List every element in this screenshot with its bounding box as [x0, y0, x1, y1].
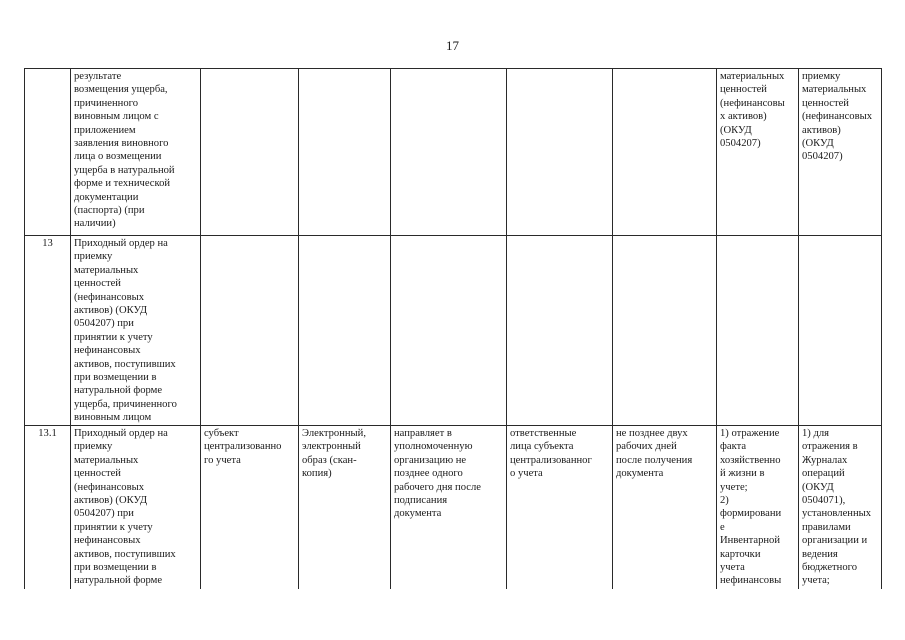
table-cell — [613, 236, 717, 426]
row-number-cell: 13.1 — [25, 426, 71, 590]
table-cell: ответственные лица субъекта централизованног о учета — [507, 426, 613, 590]
table-row — [25, 426, 882, 590]
table-cell: не позднее двух рабочих дней после получения документа — [613, 426, 717, 590]
table-cell — [507, 236, 613, 426]
table-row — [25, 236, 882, 426]
document-name-cell: результате возмещения ущерба, причиненного виновным лицом с приложением заявления виновного лица о возмещении ущерба в натуральной форме и технической документации (паспорта) (при наличии) — [71, 69, 201, 236]
table-cell — [201, 69, 299, 236]
table-cell: 1) для отражения в Журналах операций (ОКУД 0504071), установленных правилами организации и ведения бюджетного учета; — [799, 426, 882, 590]
table-cell — [391, 236, 507, 426]
page-number: 17 — [446, 38, 459, 53]
table-row — [25, 69, 882, 236]
document-name-cell: Приходный ордер на приемку материальных ценностей (нефинансовых активов) (ОКУД 0504207) при принятии к учету нефинансовых активов, поступивших при возмещении в натуральной форме — [71, 426, 201, 590]
table-cell — [299, 236, 391, 426]
table-cell — [391, 69, 507, 236]
document-table — [24, 68, 882, 589]
table-cell: приемку материальных ценностей (нефинансовых активов) (ОКУД 0504207) — [799, 69, 882, 236]
table-cell — [299, 69, 391, 236]
table-cell — [201, 236, 299, 426]
row-number-cell — [25, 69, 71, 236]
table-cell — [799, 236, 882, 426]
table-cell: субъект централизованно го учета — [201, 426, 299, 590]
table-cell — [613, 69, 717, 236]
table-cell: Электронный, электронный образ (скан- копия) — [299, 426, 391, 590]
document-name-cell: Приходный ордер на приемку материальных ценностей (нефинансовых активов) (ОКУД 0504207) при принятии к учету нефинансовых активов, поступивших при возмещении в натуральной форме ущерба, причиненного виновным лицом — [71, 236, 201, 426]
table-cell — [717, 236, 799, 426]
table-cell: 1) отражение факта хозяйственно й жизни в учете; 2) формировани е Инвентарной карточки учета нефинансовы — [717, 426, 799, 590]
table-cell — [507, 69, 613, 236]
table-cell: материальных ценностей (нефинансовы х активов) (ОКУД 0504207) — [717, 69, 799, 236]
row-number-cell: 13 — [25, 236, 71, 426]
table-cell: направляет в уполномоченную организацию не позднее одного рабочего дня после подписания документа — [391, 426, 507, 590]
